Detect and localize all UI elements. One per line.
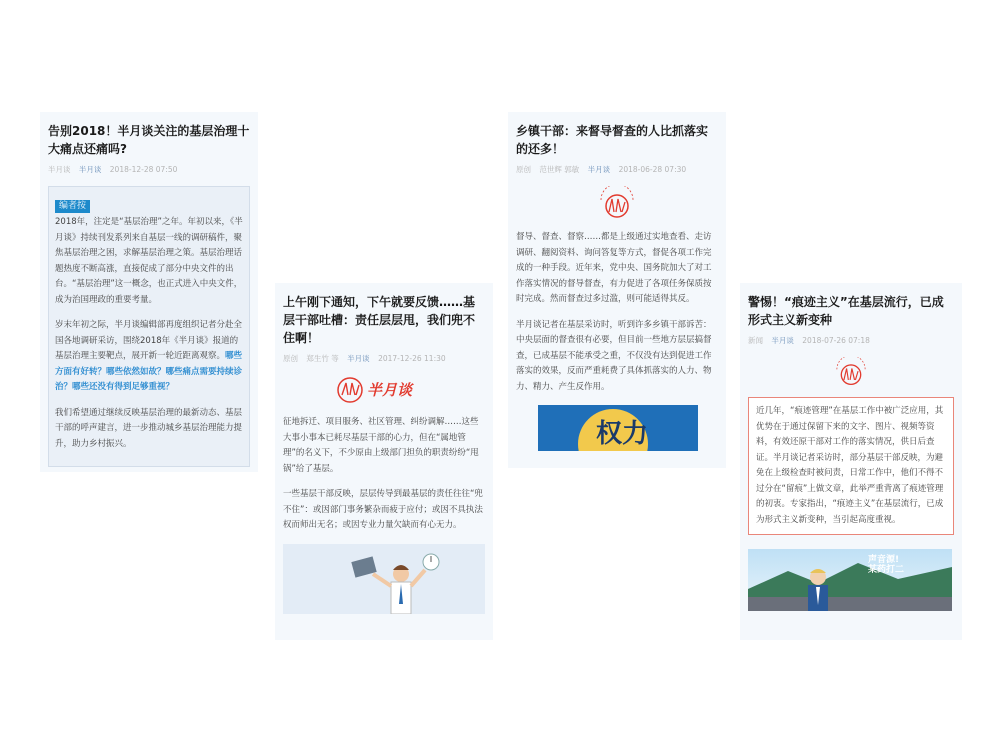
- article-title[interactable]: 警惕！“痕迹主义”在基层流行，已成形式主义新变种: [748, 295, 944, 327]
- article-source: 新闻: [748, 336, 763, 345]
- banyuetan-emblem-icon: [595, 186, 639, 220]
- paragraph: 督导、督查、督察……都是上级通过实地查看、走访调研、翻阅资料、询问答复等方式，督促各项工作完成的一种手段。近年来，党中央、国务院加大了对工作落实情况的督导督查，有力促进了各项任务保质按时完成。然而督查过多过滥，则可能适得其反。: [516, 232, 712, 304]
- article-source: 原创: [516, 165, 531, 174]
- article-card-1[interactable]: [40, 112, 258, 472]
- article-meta: [748, 335, 954, 347]
- article-meta: [48, 164, 250, 176]
- article-publisher[interactable]: 半月谈: [347, 354, 370, 363]
- article-date: 2017-12-26 11:30: [378, 354, 446, 363]
- article-meta: [516, 164, 718, 176]
- paragraph: 征地拆迁、项目服务、社区管理、纠纷调解……这些大事小事本已耗尽基层干部的心力，但在“属地管理”的名义下，不少原由上级部门担负的职责纷纷“甩锅”给了基层。: [283, 417, 479, 474]
- article-publisher[interactable]: 半月谈: [587, 165, 611, 174]
- paragraph: 一些基层干部反映，层层传导到最基层的责任往往“兜不住”：或因部门事务繁杂而疲于应付；或因不具执法权而师出无名；或因专业力量欠缺而有心无力。: [283, 489, 483, 530]
- article-card-3[interactable]: [508, 112, 726, 468]
- article-author: 范世辉 郭敏: [539, 165, 580, 174]
- article-source: 原创: [283, 354, 298, 363]
- landscape-illustration: [748, 549, 952, 611]
- article-title[interactable]: 告别2018！半月谈关注的基层治理十大痛点还痛吗?: [48, 124, 250, 156]
- article-date: 2018-07-26 07:18: [802, 336, 870, 345]
- editor-note-label: 编者按: [55, 200, 90, 213]
- logo-text: 半月谈: [367, 381, 413, 399]
- highlight-text: 哪些方面有好转？哪些依然如故？哪些痛点需要持续诊治？哪些还没有得到足够重视？: [55, 351, 243, 392]
- article-author: 郑生竹 等: [306, 354, 339, 363]
- paragraph: 我们希望通过继续反映基层治理的最新动态、基层干部的呼声建言，进一步推动城乡基层治理能力提升，助力乡村振兴。: [55, 407, 243, 449]
- banyuetan-emblem-icon: [831, 357, 871, 387]
- paragraph: 2018年，注定是“基层治理”之年。年初以来，《半月谈》持续刊发系列来自基层一线的调研稿件，聚焦基层治理之困，求解基层治理之策。基层治理话题热度不断高涨，直接促成了部分中央文件的出台。“基层治理”这一概念，也正式进入中央文件，成为治国理政的重要考量。: [55, 217, 243, 305]
- image-text: 权力: [596, 419, 649, 449]
- logo-emblem-icon: [334, 375, 366, 405]
- paragraph: 岁末年初之际，半月谈编辑部再度组织记者分赴全国各地调研采访，围绕2018年《半月谈》报道的基层治理主要靶点，展开新一轮近距离观察。哪些方面有好转？哪些依然如故？哪些痛点需要持续诊治？哪些还没有得到足够重视？: [55, 320, 243, 392]
- article-card-2[interactable]: [275, 283, 493, 640]
- article-body: [516, 230, 718, 395]
- article-title[interactable]: 乡镇干部：来督导督查的人比抓落实的还多！: [516, 124, 709, 156]
- article-source: 半月谈: [48, 165, 71, 174]
- article-body: [283, 415, 485, 534]
- article-image: [748, 549, 952, 611]
- article-body: [55, 215, 243, 452]
- article-publisher[interactable]: 半月谈: [771, 336, 794, 345]
- article-title[interactable]: 上午刚下通知，下午就要反馈……基层干部吐槽：责任层层甩，我们兜不住啊！: [283, 295, 476, 345]
- editor-note-box: [48, 186, 250, 467]
- article-date: 2018-06-28 07:30: [618, 165, 687, 174]
- article-date: 2018-12-28 07:50: [109, 165, 178, 174]
- office-worker-illustration: [283, 544, 485, 614]
- article-author[interactable]: 半月谈: [78, 165, 102, 174]
- article-card-4[interactable]: [740, 283, 962, 640]
- paragraph: 近几年，“痕迹管理”在基层工作中被广泛应用，其优势在于通过保留下来的文字、图片、视频等资料，有效还原干部对工作的落实情况，供日后查证。半月谈记者采访时，部分基层干部反映，为避免在上级检查时被问责，日常工作中，他们不得不过分在“留痕”上做文章，此举严重背离了痕迹管理的初衷。专家指出，“痕迹主义”在基层流行，已成为形式主义新变种，当引起高度重视。: [756, 406, 944, 525]
- article-meta: [283, 353, 485, 365]
- banyuetan-logo: [334, 375, 434, 405]
- summary-box: [748, 397, 954, 535]
- image-text: 声音源! 某药打二: [868, 555, 905, 575]
- article-image: [538, 405, 698, 451]
- paragraph: 半月谈记者在基层采访时，听到许多乡镇干部诉苦：中央层面的督查很有必要，但目前一些地方层层搞督查，已成基层不能承受之重，不仅没有达到促进工作落实的效果，反而严重耗费了具体抓落实的人力、物力、精力、产生反作用。: [516, 319, 712, 392]
